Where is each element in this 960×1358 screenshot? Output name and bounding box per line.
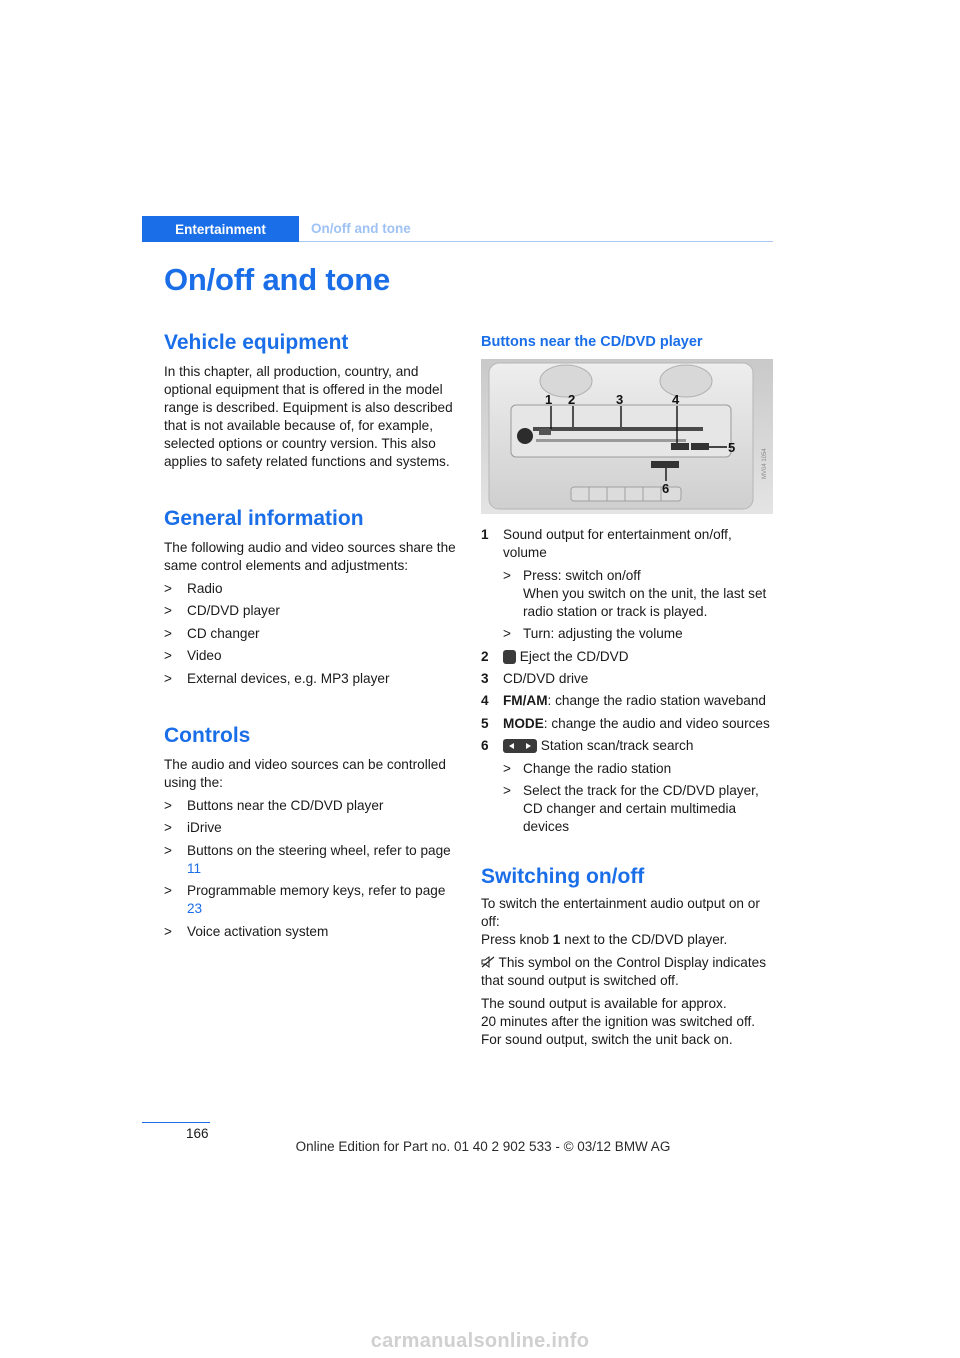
page-number: 166: [186, 1126, 209, 1141]
image-code: MV04 1054: [762, 448, 768, 479]
list-item: > Turn: adjusting the volume: [503, 626, 683, 642]
list-item: > Programmable memory keys, refer to page 23: [164, 883, 446, 917]
callout-1: 1: [545, 392, 553, 407]
list-item: 5 MODE: change the audio and video sources: [481, 715, 770, 731]
sound-off-icon: [481, 956, 495, 968]
list-item: > Select the track for the CD/DVD player, CD changer and certain multimedia devices: [503, 782, 759, 834]
list-item: > CD/DVD player: [164, 603, 280, 619]
left-column: [164, 330, 460, 941]
controls-list: [164, 797, 460, 941]
subsection-label: On/off and tone: [311, 221, 411, 236]
switching-text-3: The sound output is available for approx. 20 minutes after the ignition was switched off. For sound output, switch the unit back on.: [481, 995, 756, 1047]
cd-player-illustration: [481, 359, 773, 514]
callout-6: 6: [662, 481, 670, 496]
list-item: > Change the radio station: [503, 760, 672, 776]
cd-player-photo: [481, 359, 773, 514]
callout-4: 4: [672, 392, 680, 407]
vehicle-equipment-text: In this chapter, all production, country, and optional equipment that is offered in the model range is described. Equipment is also described that is not available because of, for example, selected options or country version. This also applies to safety related functions and systems.: [164, 364, 453, 469]
list-item: > Radio: [164, 580, 223, 596]
list-item: > External devices, e.g. MP3 player: [164, 670, 390, 686]
header-rule: [299, 241, 773, 242]
list-item: > Buttons near the CD/DVD player: [164, 797, 384, 813]
callout-3: 3: [616, 392, 624, 407]
list-item: 4 FM/AM: change the radio station waveband: [481, 693, 766, 709]
edition-note: Online Edition for Part no. 01 40 2 902 533 - © 03/12 BMW AG: [295, 1139, 671, 1154]
controls-heading: Controls: [164, 723, 251, 747]
list-item: > CD changer: [164, 625, 260, 641]
page-header: [142, 216, 773, 242]
general-information-heading: General information: [164, 507, 364, 530]
list-item: > Voice activation system: [164, 923, 329, 939]
list-item: 6 Station scan/track search > Change the radio station > Select the track for the CD/DVD player, CD changer and certain multimedia devices: [481, 737, 773, 836]
list-item: > Video: [164, 648, 222, 664]
switching-heading: Switching on/off: [481, 864, 645, 888]
general-information-text: The following audio and video sources share the same control elements and adjustments:: [164, 540, 456, 573]
page-title: On/off and tone: [164, 262, 391, 297]
watermark: carmanualsonline.info: [370, 1330, 590, 1352]
list-item: > iDrive: [164, 820, 222, 836]
callout-2: 2: [568, 392, 576, 407]
footer-rule: [142, 1122, 210, 1123]
list-item: 2 Eject the CD/DVD: [481, 648, 629, 664]
scan-rocker-icon: [503, 739, 537, 753]
page-link-11[interactable]: 11: [187, 860, 202, 876]
switching-text-1: To switch the entertainment audio output on or off: Press knob 1 next to the CD/DVD player.: [481, 895, 760, 947]
controls-text: The audio and video sources can be controlled using the:: [164, 756, 446, 790]
buttons-legend: [481, 526, 773, 836]
sources-list: [164, 580, 460, 688]
list-item: > Buttons on the steering wheel, refer to page 11: [164, 842, 451, 876]
right-column: [481, 330, 773, 1049]
section-tab: Entertainment: [142, 216, 299, 242]
buttons-heading: Buttons near the CD/DVD player: [481, 334, 703, 350]
page-link-23[interactable]: 23: [187, 901, 203, 917]
eject-icon: [503, 650, 516, 664]
list-item: > Press: switch on/off When you switch on the unit, the last set radio station or track is played.: [503, 567, 767, 619]
switching-text-2: This symbol on the Control Display indicates that sound output is switched off.: [481, 954, 766, 988]
list-item: 1 Sound output for entertainment on/off, volume > Press: switch on/off When you switch on the unit, the last set radio station or track is played. > Turn: adjusting the volume: [481, 526, 773, 643]
vehicle-equipment-heading: Vehicle equipment: [164, 331, 349, 354]
list-item: 3 CD/DVD drive: [481, 670, 589, 686]
callout-5: 5: [728, 440, 736, 455]
